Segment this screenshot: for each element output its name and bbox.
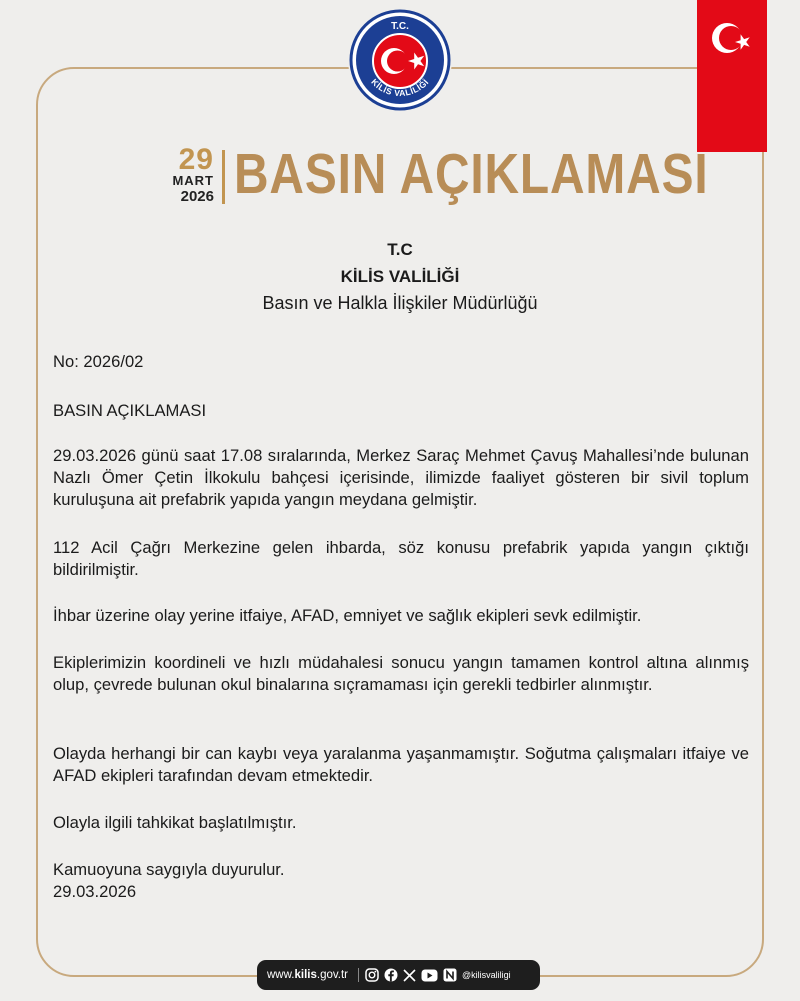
header-tc: T.C	[387, 240, 413, 259]
header-department: Basın ve Halkla İlişkiler Müdürlüğü	[262, 293, 538, 313]
youtube-icon[interactable]	[421, 969, 438, 982]
headline: BASIN AÇIKLAMASI	[234, 142, 709, 206]
document-number: No: 2026/02	[53, 352, 144, 371]
document-title: BASIN AÇIKLAMASI	[53, 401, 207, 420]
closing-statement: Kamuoyuna saygıyla duyurulur.	[53, 860, 285, 879]
paragraph-6: Olayla ilgili tahkikat başlatılmıştır.	[53, 813, 297, 832]
paragraph-1: 29.03.2026 günü saat 17.08 sıralarında, Merkez Saraç Mehmet Çavuş Mahallesi’nde bulunan Nazlı Ömer Çetin İlkokulu bahçesi içerisinde, ilimizde faaliyet gösteren bir sivil toplum kuruluşuna ait prefabrik yapıda yangın meydana gelmiştir.	[53, 446, 749, 509]
date-year: 2026	[180, 188, 214, 205]
date-month: MART	[172, 173, 214, 188]
date-divider	[222, 150, 225, 204]
date-block	[150, 143, 214, 205]
website-link[interactable]: www.kilis.gov.tr	[267, 969, 348, 981]
kilis-valiligi-logo	[348, 8, 452, 112]
footer-bar	[257, 960, 540, 990]
nsosyal-icon[interactable]	[443, 968, 457, 982]
paragraph-5: Olayda herhangi bir can kaybı veya yaralanma yaşanmamıştır. Soğutma çalışmaları itfaiye ve AFAD ekipleri tarafından devam etmektedir.	[53, 744, 749, 785]
paragraph-3: İhbar üzerine olay yerine itfaiye, AFAD, emniyet ve sağlık ekipleri sevk edilmiştir.	[53, 606, 642, 625]
header-institution: KİLİS VALİLİĞİ	[340, 267, 460, 286]
instagram-icon[interactable]	[365, 968, 379, 982]
x-icon[interactable]	[403, 969, 416, 982]
date-day: 29	[178, 143, 214, 176]
logo-bottom-text: KİLİS VALİLİĞİ	[369, 76, 431, 99]
social-handle: @kilisvaliligi	[461, 970, 511, 980]
turkish-flag	[697, 0, 767, 152]
paragraph-2: 112 Acil Çağrı Merkezine gelen ihbarda, söz konusu prefabrik yapıda yangın çıktığı bildirilmiştir.	[53, 538, 749, 579]
footer-divider	[358, 968, 359, 982]
logo-top-text: T.C.	[391, 21, 409, 32]
closing-date: 29.03.2026	[53, 882, 137, 901]
paragraph-4: Ekiplerimizin koordineli ve hızlı müdahalesi sonucu yangın tamamen kontrol altına alınmış olup, çevrede bulunan okul binalarına sıçramaması için gerekli tedbirler alınmıştır.	[53, 653, 749, 694]
facebook-icon[interactable]	[384, 968, 398, 982]
